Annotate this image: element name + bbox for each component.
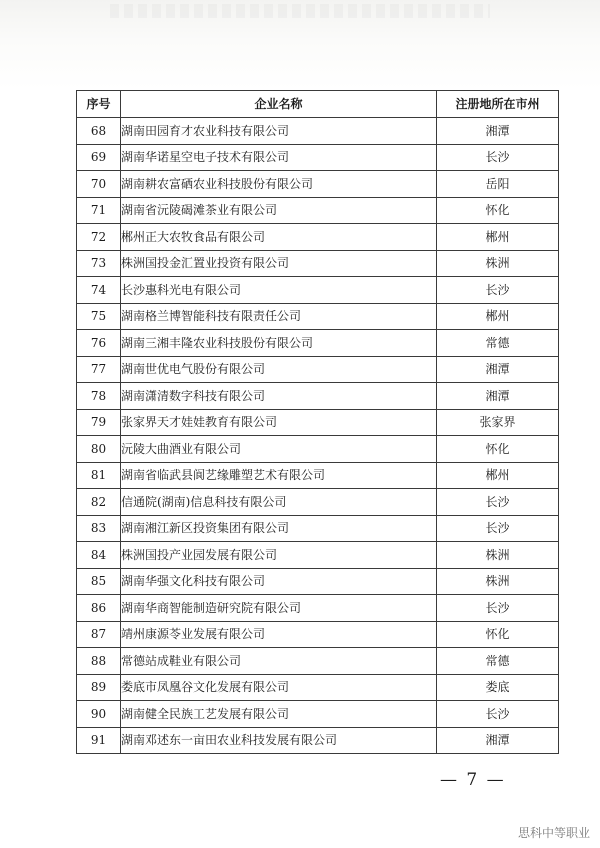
bleed-through-text (110, 4, 490, 18)
table-row (77, 462, 559, 489)
registered-city: 长沙 (437, 515, 559, 542)
registered-city: 常德 (437, 330, 559, 357)
company-name: 湖南潇清数字科技有限公司 (121, 383, 437, 410)
registered-city: 株洲 (437, 250, 559, 277)
company-name: 株洲国投金汇置业投资有限公司 (121, 250, 437, 277)
company-name: 湖南湘江新区投资集团有限公司 (121, 515, 437, 542)
company-name: 湖南田园育才农业科技有限公司 (121, 118, 437, 145)
table-row (77, 330, 559, 357)
row-number: 71 (77, 197, 121, 224)
registered-city: 郴州 (437, 303, 559, 330)
company-name: 湖南省临武县阆艺缘雕塑艺术有限公司 (121, 462, 437, 489)
company-name: 湖南三湘丰隆农业科技股份有限公司 (121, 330, 437, 357)
company-name: 张家界天才娃娃教育有限公司 (121, 409, 437, 436)
registered-city: 株洲 (437, 542, 559, 569)
row-number: 86 (77, 595, 121, 622)
company-name: 湖南健全民族工艺发展有限公司 (121, 701, 437, 728)
table-row (77, 197, 559, 224)
registered-city: 湘潭 (437, 727, 559, 754)
table-row (77, 489, 559, 516)
company-name: 常德站成鞋业有限公司 (121, 648, 437, 675)
company-name: 郴州正大农牧食品有限公司 (121, 224, 437, 251)
row-number: 78 (77, 383, 121, 410)
header-company-name: 企业名称 (121, 91, 437, 118)
table-header-row (77, 91, 559, 118)
company-name: 湖南邓述东一亩田农业科技发展有限公司 (121, 727, 437, 754)
table-row (77, 303, 559, 330)
company-name: 湖南格兰博智能科技有限责任公司 (121, 303, 437, 330)
registered-city: 湘潭 (437, 356, 559, 383)
row-number: 73 (77, 250, 121, 277)
company-name: 湖南省沅陵碣滩茶业有限公司 (121, 197, 437, 224)
registered-city: 长沙 (437, 595, 559, 622)
company-name: 湖南耕农富硒农业科技股份有限公司 (121, 171, 437, 198)
row-number: 77 (77, 356, 121, 383)
row-number: 87 (77, 621, 121, 648)
company-name: 娄底市凤凰谷文化发展有限公司 (121, 674, 437, 701)
registered-city: 郴州 (437, 462, 559, 489)
company-name: 湖南世优电气股份有限公司 (121, 356, 437, 383)
row-number: 69 (77, 144, 121, 171)
registered-city: 岳阳 (437, 171, 559, 198)
company-name: 信通院(湖南)信息科技有限公司 (121, 489, 437, 516)
header-no: 序号 (77, 91, 121, 118)
table-row (77, 515, 559, 542)
registered-city: 郴州 (437, 224, 559, 251)
row-number: 70 (77, 171, 121, 198)
row-number: 74 (77, 277, 121, 304)
table-row (77, 383, 559, 410)
registered-city: 怀化 (437, 621, 559, 648)
table-row (77, 674, 559, 701)
table-row (77, 701, 559, 728)
registered-city: 张家界 (437, 409, 559, 436)
row-number: 84 (77, 542, 121, 569)
registered-city: 湘潭 (437, 118, 559, 145)
table-row (77, 144, 559, 171)
row-number: 80 (77, 436, 121, 463)
table-body (77, 118, 559, 754)
registered-city: 株洲 (437, 568, 559, 595)
registered-city: 长沙 (437, 144, 559, 171)
table-row (77, 356, 559, 383)
company-name: 靖州康源苓业发展有限公司 (121, 621, 437, 648)
row-number: 76 (77, 330, 121, 357)
row-number: 75 (77, 303, 121, 330)
registered-city: 长沙 (437, 277, 559, 304)
company-name: 长沙惠科光电有限公司 (121, 277, 437, 304)
row-number: 82 (77, 489, 121, 516)
row-number: 79 (77, 409, 121, 436)
header-registered-city: 注册地所在市州 (437, 91, 559, 118)
company-name: 株洲国投产业园发展有限公司 (121, 542, 437, 569)
table-row (77, 118, 559, 145)
table-row (77, 409, 559, 436)
table-row (77, 277, 559, 304)
registered-city: 怀化 (437, 436, 559, 463)
company-name: 湖南华商智能制造研究院有限公司 (121, 595, 437, 622)
table-row (77, 727, 559, 754)
table-row (77, 542, 559, 569)
row-number: 88 (77, 648, 121, 675)
registered-city: 怀化 (437, 197, 559, 224)
registered-city: 长沙 (437, 489, 559, 516)
table-row (77, 621, 559, 648)
company-table (76, 90, 559, 754)
table-row (77, 648, 559, 675)
watermark: 思科中等职业 (517, 826, 590, 840)
registered-city: 长沙 (437, 701, 559, 728)
table-row (77, 250, 559, 277)
row-number: 90 (77, 701, 121, 728)
company-name: 湖南华诺星空电子技术有限公司 (121, 144, 437, 171)
registered-city: 常德 (437, 648, 559, 675)
row-number: 72 (77, 224, 121, 251)
registered-city: 娄底 (437, 674, 559, 701)
page-number: — 7 — (440, 770, 506, 790)
row-number: 68 (77, 118, 121, 145)
row-number: 91 (77, 727, 121, 754)
table-row (77, 595, 559, 622)
company-name: 湖南华强文化科技有限公司 (121, 568, 437, 595)
company-name: 沅陵大曲酒业有限公司 (121, 436, 437, 463)
table-row (77, 171, 559, 198)
row-number: 81 (77, 462, 121, 489)
table-row (77, 224, 559, 251)
table-row (77, 436, 559, 463)
registered-city: 湘潭 (437, 383, 559, 410)
row-number: 85 (77, 568, 121, 595)
row-number: 89 (77, 674, 121, 701)
table-row (77, 568, 559, 595)
row-number: 83 (77, 515, 121, 542)
